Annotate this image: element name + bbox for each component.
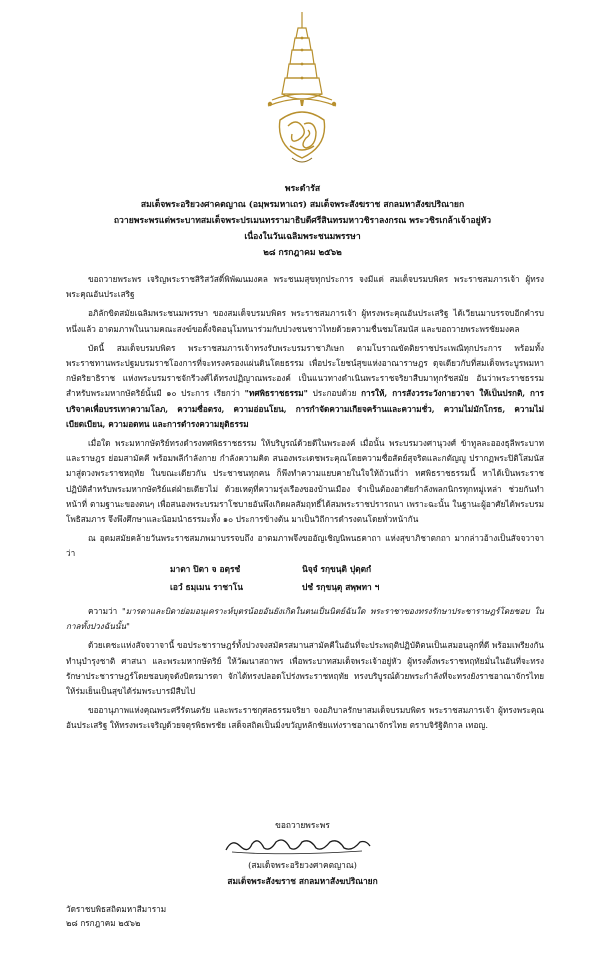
dharma-intro: บัดนี้ สมเด็จบรมบพิตร พระราชสมภารเจ้าทรงรับพระบรมราชาภิเษก ตามโบราณขัตติยราชประเพณีทุกประการ พร้อมทั้งพระราชทานพระปฐมบรมราชโองการที่จะทรงครองแผ่นดินโดยธรรม เพื่อประโยชน์สุขแห่งอาณาราษฎร ดุจเดียวกับที่สมเด็จพระบูรพมหากษัตริยาธิราช แห่งพระบรมราชจักรีวงศ์ได้ทรงปฏิญาณพระองค์ เป็นแนวทางดำเนินพระราชจริยาสืบมาทุกรัชสมัย อันว่าพระราชธรรมสำหรับพระมหากษัตริย์นั้นมี ๑๐ ประการ เรียกว่า bbox=[66, 342, 544, 399]
closing-salutation: ขอถวายพระพร bbox=[275, 820, 330, 830]
royal-emblem-icon bbox=[262, 8, 342, 178]
footer-place: วัดราชบพิธสถิตมหาสีมาราม bbox=[66, 904, 167, 914]
paragraph-final-wish: ขออานุภาพแห่งคุณพระศรีรัตนตรัย และพระราชกุศลธรรมจริยา จงอภิบาลรักษาสมเด็จบรมบพิตร พระราชสมภารเจ้า ผู้ทรงพระคุณอันประเสริฐ ให้ทรงพระเจริญด้วยจตุรพิธพรชัย เสด็จสถิตเป็นมิ่งขวัญหลักชัยแห่งราชอาณาจักรไทย ตราบจิรัฐิติกาล เทอญ. bbox=[66, 705, 544, 731]
paragraph-unity: เมื่อใด พระมหากษัตริย์ทรงดำรงทศพิธราชธรรม ให้บริบูรณ์ด้วยดีในพระองค์ เมื่อนั้น พระบรมวงศานุวงศ์ ข้าทูลละอองธุลีพระบาท และราษฎร ย่อมสามัคคี พร้อมพลีกำลังกาย กำลังความคิด สนองพระเดชพระคุณโดยความซื่อสัตย์สุจริตและกตัญญู ปรากฏพระปิติโสมนัสมาสู่ดวงพระราชหฤทัย ในขณะเดียวกัน ประชาชนทุกคน ก็พึงทำความแยบคายในใจให้ถ้วนถี่ว่า ทศพิธราชธรรมนี้ หาได้เป็นพระราชปฏิบัติสำหรับพระมหากษัตริย์แต่ฝ่ายเดียวไม่ ด้วยเหตุที่ความรุ่งเรืองของบ้านเมือง จำเป็นต้องอาศัยกำลังพลกนิกรทุกหมู่เหล่า ช่วยกันทำหน้าที่ ตามฐานะของตนๆ เพื่อสนองพระบรมราโชบายอันพึงเกิดผลสัมฤทธิ์ได้สมพระราชปรารถนา เพราะฉะนั้น ในฐานะผู้อาศัยได้พระบรมโพธิสมภาร จึงพึงศึกษาและน้อมนำธรรมะทั้ง ๑๐ ประการข้างต้น มาเป็นวิถีการดำรงตนโดยทั่วหน้ากัน bbox=[66, 438, 544, 525]
verse-line-2-right: ปชํ รกฺขนฺตุ สพฺพทา ฯ bbox=[302, 582, 380, 592]
signer-name: (สมเด็จพระอริยวงศาคตญาณ) bbox=[248, 860, 357, 870]
translation-suffix: " bbox=[126, 621, 130, 632]
translation-text: มารดาและบิดาย่อมอนุเคราะห์บุตรน้อยอันยังเกิดในตนเป็นนิตย์ฉันใด พระราชาของทรงรักษาประชาราษฎร์โดยชอบ ในกาลทั้งปวงฉันนั้น bbox=[66, 606, 544, 632]
verse-line-1-left: มาตา ปิตา จ อตฺรชํ bbox=[170, 564, 241, 574]
body-part-1 bbox=[66, 272, 544, 562]
verse-line-2-left: เอวํ ธมฺเมน ราชาโน bbox=[170, 582, 243, 592]
paragraph-blessing: ด้วยเดชะแห่งสัจจวาจานี้ ขอประชาราษฎร์ทั้งปวงจงสมัครสมานสามัคคีในอันที่จะประพฤติปฏิบัติตนเป็นเสมอนลูกที่ดี พร้อมเพรียงกันทำนุบำรุงชาติ ศาสนา และพระมหากษัตริย์ ให้วัฒนาสถาพร เพื่อพระบาทสมเด็จพระเจ้าอยู่หัว ผู้ทรงตั้งพระราชหฤทัยมั่นในอันที่จะทรงรักษาประชาราษฎร์โดยชอบดุจดังบิดรมารดา จักได้ทรงปลอดโปร่งพระราชหฤทัย ทรงบริบูรณ์ด้วยพระกำลังที่จะทรงยังราชอาณาจักรไทย ให้ร่มเย็นเป็นสุขได้ร่มพระบารมีสืบไป bbox=[66, 640, 544, 697]
dharma-list: การให้, การสังวรระวังกายวาจา ให้เป็นปรกติ, การบริจาคเพื่อบรรเทาความโลภ, ความซื่อตรง, ความอ่อนโยน, การกำจัดความเกียจคร้านและความชั่ว, ความไม่มักโกรธ, ความไม่เบียดเบียน, ความอดทน และการดำรงความยุติธรรม bbox=[66, 388, 545, 429]
recipient-line: ถวายพระพรแด่พระบาทสมเด็จพระปรเมนทรรามาธิบดีศรีสินทรมหาวชิราลงกรณ พระวชิรเกล้าเจ้าอยู่หัว bbox=[113, 216, 492, 226]
occasion-line: เนื่องในวันเฉลิมพระชนมพรรษา bbox=[244, 232, 361, 242]
dharma-term: "ทศพิธราชธรรม" bbox=[244, 388, 308, 399]
paragraph-translation bbox=[66, 604, 544, 634]
paragraph-dharma bbox=[66, 341, 544, 432]
footer-date: ๒๘ กรกฎาคม ๒๕๖๒ bbox=[66, 918, 141, 928]
translation-prefix: ความว่า " bbox=[88, 606, 126, 616]
handwritten-signature-icon bbox=[222, 834, 372, 856]
body-part-2 bbox=[66, 604, 544, 734]
signer-title: สมเด็จพระสังฆราช สกลมหาสังฆปริณายก bbox=[227, 876, 378, 886]
heading-date: ๒๘ กรกฎาคม ๒๕๖๒ bbox=[263, 248, 342, 258]
author-line: สมเด็จพระอริยวงศาคตญาณ (อมฺพรมหาเถร) สมเด็จพระสังฆราช สกลมหาสังฆปริณายก bbox=[140, 200, 465, 210]
verse-line-1-right: นิจฺจํ รกฺขนฺติ ปุตฺตกํ bbox=[302, 564, 372, 574]
dharma-connector: ประกอบด้วย bbox=[307, 388, 362, 399]
paragraph-occasion: อภิลักขิตสมัยเฉลิมพระชนมพรรษา ของสมเด็จบรมบพิตร พระราชสมภารเจ้า ผู้ทรงพระคุณอันประเสริฐ ได้เวียนมาบรรจบอีกคำรบหนึ่งแล้ว อาตมภาพในนามคณะสงฆ์ขอตั้งจิตอนุโมทนาร่วมกับปวงชนชาวไทยด้วยความชื่นชมโสมนัส และขอถวายพระพรชัยมงคล bbox=[66, 308, 544, 334]
paragraph-greeting: ขอถวายพระพร เจริญพระราชสิริสวัสดิ์พิพัฒนมงคล พระชนมสุขทุกประการ จงมีแด่ สมเด็จบรมบพิตร พระราชสมภารเจ้า ผู้ทรงพระคุณอันประเสริฐ bbox=[66, 274, 544, 300]
document-title: พระดำรัส bbox=[284, 184, 321, 194]
paragraph-verse-intro: ณ อุดมสมัยคล้ายวันพระราชสมภพมาบรรจบถึง อาตมภาพจึงขออัญเชิญนิพนธคาถา แห่งสุขาภิชาตกถา มากล่าวอ้างเป็นสัจจวาจา ว่า bbox=[66, 533, 544, 559]
